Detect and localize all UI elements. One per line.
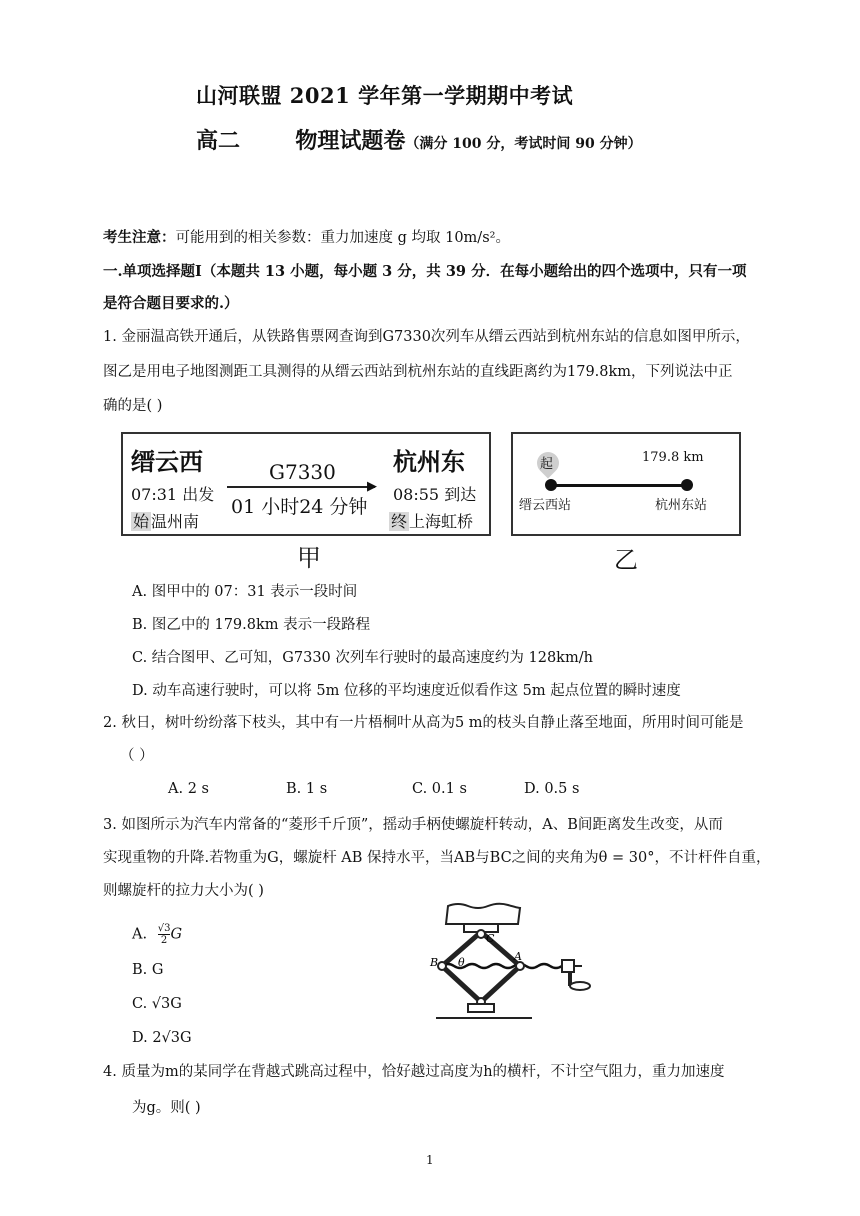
q3-line3: 则螺旋杆的拉力大小为( ) (103, 883, 264, 899)
from-station: 缙云西 (131, 447, 203, 476)
q3-option-c: C. √3G (132, 996, 182, 1012)
page-number: 1 (426, 1153, 434, 1167)
q3-option-a (132, 923, 182, 946)
route-arrow-line (227, 486, 375, 488)
q1-option-b: B. 图乙中的 179.8km 表示一段路程 (132, 617, 371, 633)
q2-option-a: A. 2 s (168, 781, 209, 797)
train-number: G7330 (269, 460, 336, 484)
label-c: C (486, 932, 495, 945)
distance-label: 179.8 km (642, 450, 704, 465)
fraction-denominator: 2 (160, 935, 168, 946)
q1-option-c: C. 结合图甲、乙可知，G7330 次列车行驶时的最高速度约为 128km/h (132, 650, 593, 666)
q4-line1: 4. 质量为m的某同学在背越式跳高过程中，恰好越过高度为h的横杆，不计空气阻力，重力加速度 (103, 1064, 725, 1080)
exam-note: （满分 100 分，考试时间 90 分钟） (405, 136, 642, 152)
origin-station (131, 509, 199, 532)
q3-option-d: D. 2√3G (132, 1030, 192, 1046)
exam-subtitle (196, 124, 642, 155)
jack-diagram (428, 900, 612, 1022)
q1-line3: 确的是( ) (103, 398, 163, 414)
depart-time: 07:31 出发 (131, 485, 215, 504)
q3-option-a-letter: A. (132, 926, 148, 943)
terminal-name: 上海虹桥 (409, 512, 474, 531)
figure-jia-caption: 甲 (297, 544, 321, 572)
origin-tag: 始 (133, 512, 150, 531)
q2-line1: 2. 秋日，树叶纷纷落下枝头，其中有一片梧桐叶从高为5 m的枝头自静止落至地面，所用时间可能是 (103, 715, 744, 731)
q1-option-a: A. 图甲中的 07：31 表示一段时间 (132, 584, 358, 600)
trip-duration: 01 小时24 分钟 (231, 496, 368, 518)
q2-line2: （ ） (120, 748, 154, 764)
q3-line2: 实现重物的升降.若物重为G，螺旋杆 AB 保持水平，当AB与BC之间的夹角为θ = 30°，不计杆件自重， (103, 850, 771, 866)
q2-option-c: C. 0.1 s (412, 781, 467, 797)
label-b: B (430, 956, 439, 969)
arrive-time: 08:55 到达 (393, 485, 477, 504)
q2-option-d: D. 0.5 s (524, 781, 580, 797)
fraction-numerator: √3 (157, 923, 171, 934)
figure-yi-map (511, 432, 741, 536)
map-left-station: 缙云西站 (519, 498, 572, 513)
grade-label: 高二 (196, 128, 241, 154)
fraction (158, 923, 171, 946)
notice-text: 可能用到的相关参数：重力加速度 g 均取 10m/s²。 (175, 230, 510, 246)
distance-line (551, 484, 687, 487)
q1-line1: 1. 金丽温高铁开通后，从铁路售票网查询到G7330次列车从缙云西站到杭州东站的信息如图甲所示， (103, 329, 750, 345)
figure-jia-ticket (121, 432, 491, 536)
origin-name: 温州南 (151, 512, 200, 531)
subject-label: 物理试题卷 (295, 128, 406, 154)
q1-line2: 图乙是用电子地图测距工具测得的从缙云西站到杭州东站的直线距离约为179.8km，下列说法中正 (103, 364, 733, 380)
terminal-tag: 终 (391, 512, 408, 531)
figure-yi-caption: 乙 (614, 546, 638, 574)
q4-line2: 为g。则( ) (132, 1100, 201, 1116)
q3-option-a-var: G (170, 926, 183, 943)
q3-line1: 3. 如图所示为汽车内常备的“菱形千斤顶”，摇动手柄使螺旋杆转动，A、B间距离发生改变，从而 (103, 817, 723, 833)
route-arrow-head-icon: ▶ (367, 479, 377, 494)
q1-option-d: D. 动车高速行驶时，可以将 5m 位移的平均速度近似看作这 5m 起点位置的瞬时速度 (132, 683, 681, 699)
load-block (446, 904, 520, 924)
map-right-station: 杭州东站 (655, 498, 708, 513)
label-theta: θ (458, 956, 465, 969)
to-station: 杭州东 (393, 447, 465, 476)
exam-title: 山河联盟 2021 学年第一学期期中考试 (196, 83, 574, 108)
start-pin-label: 起 (540, 457, 554, 472)
end-dot (681, 479, 693, 491)
label-a: A (514, 950, 522, 963)
q3-option-b: B. G (132, 962, 164, 978)
notice (103, 228, 510, 248)
section-heading-line2: 是符合题目要求的.） (103, 295, 239, 312)
section-heading-line1: 一.单项选择题Ⅰ（本题共 13 小题，每小题 3 分，共 39 分．在每小题给出的四个选项中，只有一项 (103, 263, 747, 280)
start-dot (545, 479, 557, 491)
terminal-station (389, 509, 473, 532)
q2-option-b: B. 1 s (286, 781, 328, 797)
notice-label: 考生注意： (103, 229, 176, 246)
